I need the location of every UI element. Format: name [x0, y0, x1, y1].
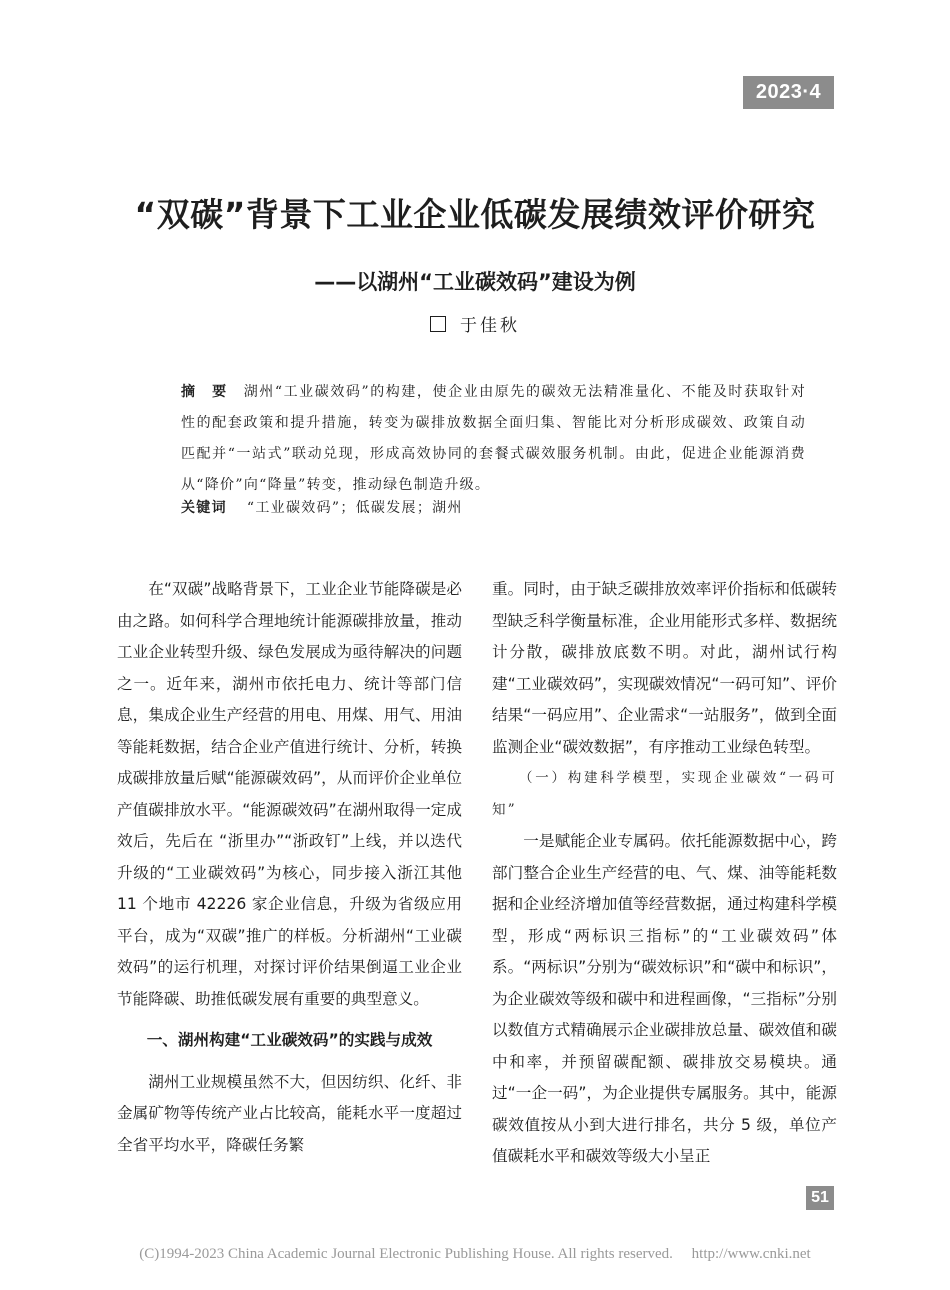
right-column [492, 574, 837, 1173]
body-paragraph: 湖州工业规模虽然不大，但因纺织、化纤、非金属矿物等传统产业占比较高，能耗水平一度超过全省平均水平，降碳任务繁 [117, 1072, 462, 1154]
author-name: 于佳秋 [460, 316, 520, 336]
keywords-text: “工业碳效码”；低碳发展；湖州 [246, 500, 463, 516]
copyright-footer: (C)1994-2023 China Academic Journal Electronic Publishing House. All rights reserved. http://www.cnki.net [139, 1246, 811, 1262]
abstract [181, 377, 806, 501]
section-heading: 一、湖州构建“工业碳效码”的实践与成效 [146, 1031, 433, 1049]
keywords-label: 关键词 [181, 500, 227, 516]
body-paragraph: 在“双碳”战略背景下，工业企业节能降碳是必由之路。如何科学合理地统计能源碳排放量，推动工业企业转型升级、绿色发展成为亟待解决的问题之一。近年来，湖州市依托电力、统计等部门信息，集成企业生产经营的用电、用煤、用气、用油等能耗数据，结合企业产值进行统计、分析，转换成碳排放量后赋“能源碳效码”，从而评价企业单位产值碳排放水平。“能源碳效码”在湖州取得一定成效后，先后在 “浙里办”“浙政钉”上线，并以迭代升级的“工业碳效码”为核心，同步接入浙江其他 11 个地市 42226 家企业信息，升级为省级应用平台，成为“双碳”推广的样板。分析湖州“工业碳效码”的运行机理，对探讨评价结果倒逼工业企业节能降碳、助推低碳发展有重要的典型意义。 [117, 580, 462, 1008]
abstract-label: 摘 要 [181, 384, 228, 400]
author-line [0, 310, 950, 342]
left-column [117, 574, 462, 1161]
square-icon [430, 316, 446, 332]
issue-badge: 2023·4 [743, 76, 834, 109]
abstract-text: 湖州“工业碳效码”的构建，使企业由原先的碳效无法精准量化、不能及时获取针对性的配套政策和提升措施，转变为碳排放数据全面归集、智能比对分析形成碳效、政策自动匹配并“一站式”联动兑现，形成高效协同的套餐式碳效服务机制。由此，促进企业能源消费从“降价”向“降量”转变，推动绿色制造升级。 [181, 384, 806, 493]
page-number: 51 [806, 1186, 834, 1210]
body-paragraph: 重。同时，由于缺乏碳排放效率评价指标和低碳转型缺乏科学衡量标准，企业用能形式多样、数据统计分散，碳排放底数不明。对此，湖州试行构建“工业碳效码”，实现碳效情况“一码可知”、评价结果“一码应用”、企业需求“一站服务”，做到全面监测企业“碳效数据”，有序推动工业绿色转型。 [492, 580, 837, 756]
body-paragraph: 一是赋能企业专属码。依托能源数据中心，跨部门整合企业生产经营的电、气、煤、油等能耗数据和企业经济增加值等经营数据，通过构建科学模型，形成“两标识三指标”的“工业碳效码”体系。“两标识”分别为“碳效标识”和“碳中和标识”，为企业碳效等级和碳中和进程画像，“三指标”分别以数值方式精确展示企业碳排放总量、碳效值和碳中和率，并预留碳配额、碳排放交易模块。通过“一企一码”，为企业提供专属服务。其中，能源碳效值按从小到大进行排名，共分 5 级，单位产值碳耗水平和碳效等级大小呈正 [492, 832, 837, 1165]
article-subtitle: ——以湖州“工业碳效码”建设为例 [314, 270, 636, 294]
subsection-heading: （一）构建科学模型，实现企业碳效“一码可知” [492, 770, 837, 818]
keywords [181, 493, 806, 524]
article-title: “双碳”背景下工业企业低碳发展绩效评价研究 [134, 195, 816, 234]
